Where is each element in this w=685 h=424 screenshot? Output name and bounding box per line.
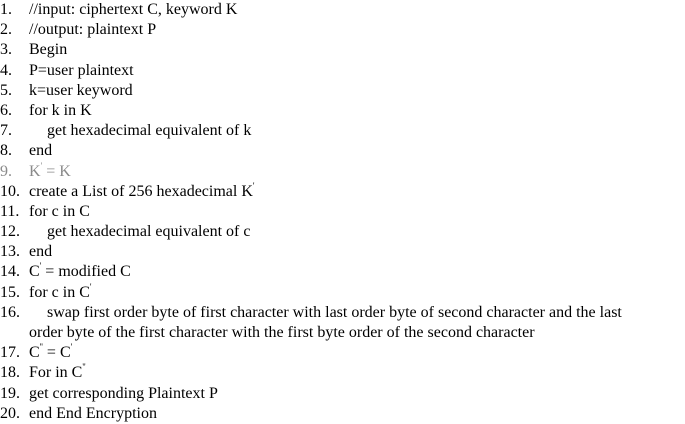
algorithm-line-2 bbox=[0, 20, 685, 40]
line-number: 13. bbox=[0, 243, 20, 261]
line-number: 6. bbox=[0, 101, 12, 119]
line-number: 14. bbox=[0, 263, 20, 281]
prime-mark: ' bbox=[40, 160, 43, 171]
line-text: end End Encryption bbox=[29, 404, 157, 422]
line-number: 18. bbox=[0, 364, 20, 382]
line-text-part: = modified C bbox=[41, 263, 131, 281]
algorithm-line-18 bbox=[0, 363, 685, 383]
line-number: 5. bbox=[0, 81, 12, 99]
line-text-part: K bbox=[29, 162, 41, 180]
line-text: P=user plaintext bbox=[29, 61, 134, 79]
double-prime-mark: '' bbox=[39, 342, 43, 353]
algorithm-line-20 bbox=[0, 404, 685, 424]
line-text-part: C bbox=[29, 344, 40, 362]
line-number: 1. bbox=[0, 1, 12, 18]
line-number: 20. bbox=[0, 404, 20, 422]
algorithm-line-10 bbox=[0, 182, 685, 202]
line-number: 8. bbox=[0, 142, 12, 160]
line-number: 17. bbox=[0, 344, 20, 362]
line-text bbox=[29, 283, 92, 303]
line-text: for k in K bbox=[29, 101, 92, 119]
line-text: k=user keyword bbox=[29, 81, 133, 99]
line-number: 4. bbox=[0, 61, 12, 79]
line-number: 12. bbox=[0, 223, 20, 241]
line-text: for c in C bbox=[29, 202, 90, 220]
line-text bbox=[29, 262, 131, 282]
line-number: 9. bbox=[0, 162, 12, 180]
algorithm-line-5 bbox=[0, 81, 685, 101]
algorithm-line-19 bbox=[0, 384, 685, 404]
algorithm-line-11 bbox=[0, 202, 685, 222]
algorithm-line-4 bbox=[0, 61, 685, 81]
line-number: 19. bbox=[0, 384, 20, 402]
line-number: 7. bbox=[0, 122, 12, 140]
line-number: 2. bbox=[0, 21, 12, 39]
line-text: //input: ciphertext C, keyword K bbox=[29, 1, 238, 18]
line-number: 15. bbox=[0, 283, 20, 301]
line-text-part: = C bbox=[42, 344, 71, 362]
algorithm-line-9 bbox=[0, 162, 685, 182]
prime-mark: ' bbox=[89, 281, 92, 292]
line-text-first: swap first order byte of first character with last order byte of second character and the last bbox=[47, 303, 622, 321]
algorithm-line-3 bbox=[0, 40, 685, 60]
line-text-wrapped bbox=[29, 303, 685, 343]
algorithm-line-13 bbox=[0, 242, 685, 262]
double-prime-mark: '' bbox=[82, 362, 86, 373]
line-text-continuation: order byte of the first character with the first byte order of the second character bbox=[29, 324, 535, 342]
line-text bbox=[29, 343, 72, 363]
line-text: end bbox=[29, 142, 53, 160]
algorithm-line-7 bbox=[0, 121, 685, 141]
algorithm-line-8 bbox=[0, 141, 685, 161]
algorithm-line-16 bbox=[0, 303, 685, 343]
line-number: 3. bbox=[0, 41, 12, 59]
line-number: 10. bbox=[0, 182, 20, 200]
line-number: 16. bbox=[0, 303, 20, 321]
line-text-part: C bbox=[29, 263, 40, 281]
line-text-part: for c in C bbox=[29, 283, 90, 301]
algorithm-line-14 bbox=[0, 262, 685, 282]
algorithm-line-15 bbox=[0, 283, 685, 303]
line-text: end bbox=[29, 243, 53, 261]
line-text-part: create a List of 256 hexadecimal K bbox=[29, 182, 253, 200]
algorithm-line-6 bbox=[0, 101, 685, 121]
line-text bbox=[29, 363, 86, 383]
line-text-part: For in C bbox=[29, 364, 83, 382]
algorithm-line-12 bbox=[0, 222, 685, 242]
line-text: get corresponding Plaintext P bbox=[29, 384, 218, 402]
prime-mark: ' bbox=[70, 342, 73, 353]
line-text: get hexadecimal equivalent of k bbox=[47, 122, 252, 140]
line-text: Begin bbox=[29, 41, 68, 59]
line-text bbox=[29, 162, 71, 182]
algorithm-line-1 bbox=[0, 0, 685, 20]
line-text: get hexadecimal equivalent of c bbox=[47, 223, 251, 241]
algorithm-line-17 bbox=[0, 343, 685, 363]
line-text-part: = K bbox=[42, 162, 71, 180]
line-number: 11. bbox=[0, 202, 20, 220]
line-text: //output: plaintext P bbox=[29, 21, 157, 39]
prime-mark: ' bbox=[39, 261, 42, 272]
prime-mark: ' bbox=[252, 180, 255, 191]
line-text bbox=[29, 182, 255, 202]
